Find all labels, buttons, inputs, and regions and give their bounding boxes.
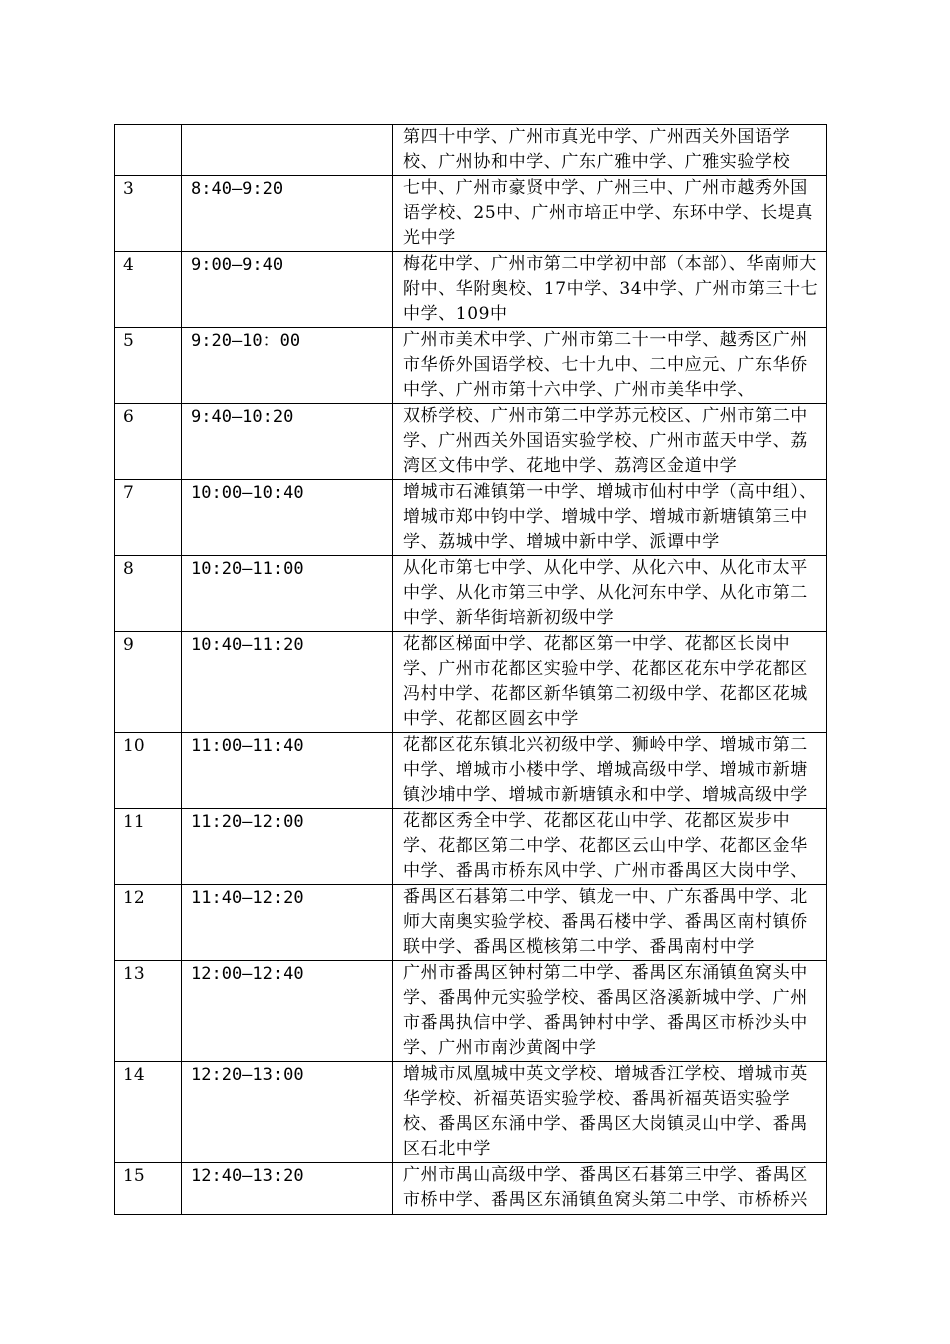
row-number-cell <box>115 1163 182 1215</box>
school-list-cell <box>393 809 827 885</box>
time-slot: 8:40—9:20 <box>191 179 284 199</box>
row-number: 8 <box>123 559 134 579</box>
time-slot: 10:20—11:00 <box>191 559 304 579</box>
time-slot-cell <box>182 252 393 328</box>
time-slot-cell <box>182 480 393 556</box>
row-number: 14 <box>123 1065 145 1085</box>
table-row <box>115 404 827 480</box>
time-slot: 12:40—13:20 <box>191 1166 304 1186</box>
row-number-cell <box>115 252 182 328</box>
time-slot: 11:00—11:40 <box>191 736 304 756</box>
time-slot-cell <box>182 733 393 809</box>
time-slot-cell <box>182 176 393 252</box>
time-slot: 9:40—10:20 <box>191 407 294 427</box>
row-number-cell <box>115 176 182 252</box>
time-slot-cell <box>182 404 393 480</box>
row-number-cell <box>115 125 182 176</box>
school-list-cell <box>393 176 827 252</box>
table-row <box>115 961 827 1062</box>
row-number-cell <box>115 404 182 480</box>
school-list: 番禺区石碁第二中学、镇龙一中、广东番禺中学、北师大南奥实验学校、番禺石楼中学、番禺区南村镇侨联中学、番禺区榄核第二中学、番禺南村中学 <box>403 887 808 957</box>
time-slot: 9:00—9:40 <box>191 255 284 275</box>
school-list-cell <box>393 1062 827 1163</box>
table-row <box>115 1163 827 1215</box>
table-row <box>115 328 827 404</box>
row-number: 6 <box>123 407 134 427</box>
time-slot-cell <box>182 961 393 1062</box>
table-row <box>115 1062 827 1163</box>
time-slot: 12:00—12:40 <box>191 964 304 984</box>
time-slot: 12:20—13:00 <box>191 1065 304 1085</box>
time-slot-cell <box>182 632 393 733</box>
table-row <box>115 176 827 252</box>
time-slot-cell <box>182 328 393 404</box>
school-list-cell <box>393 125 827 176</box>
school-list: 七中、广州市豪贤中学、广州三中、广州市越秀外国语学校、25中、广州市培正中学、东环中学、长堤真光中学 <box>403 178 814 248</box>
school-list: 增城市石滩镇第一中学、增城市仙村中学（高中组）、增城市郑中钧中学、增城中学、增城市新塘镇第三中学、荔城中学、增城中新中学、派谭中学 <box>403 482 817 552</box>
school-list: 从化市第七中学、从化中学、从化六中、从化市太平中学、从化市第三中学、从化河东中学、从化市第二中学、新华街培新初级中学 <box>403 558 808 628</box>
school-list-cell <box>393 556 827 632</box>
school-list: 花都区秀全中学、花都区花山中学、花都区炭步中学、花都区第二中学、花都区云山中学、花都区金华中学、番禺市桥东风中学、广州市番禺区大岗中学、 <box>403 811 808 881</box>
time-slot: 11:40—12:20 <box>191 888 304 908</box>
school-list-cell <box>393 480 827 556</box>
school-list-cell <box>393 961 827 1062</box>
table-row <box>115 125 827 176</box>
school-list-cell <box>393 733 827 809</box>
row-number <box>123 125 181 126</box>
school-list-cell <box>393 252 827 328</box>
time-slot-cell <box>182 1062 393 1163</box>
schedule-table-body <box>115 125 827 1215</box>
school-list-cell <box>393 1163 827 1215</box>
row-number: 3 <box>123 179 134 199</box>
row-number-cell <box>115 632 182 733</box>
time-slot-cell <box>182 556 393 632</box>
time-slot: 9:20—10：00 <box>191 331 301 351</box>
time-slot-cell <box>182 809 393 885</box>
school-list: 花都区梯面中学、花都区第一中学、花都区长岗中学、广州市花都区实验中学、花都区花东中学花都区冯村中学、花都区新华镇第二初级中学、花都区花城中学、花都区圆玄中学 <box>403 634 808 729</box>
row-number: 15 <box>123 1166 145 1186</box>
school-list: 广州市禺山高级中学、番禺区石碁第三中学、番禺区市桥中学、番禺区东涌镇鱼窝头第二中学、市桥桥兴 <box>403 1165 808 1210</box>
table-row <box>115 809 827 885</box>
time-slot <box>191 125 392 126</box>
row-number: 11 <box>123 812 145 832</box>
school-list: 广州市美术中学、广州市第二十一中学、越秀区广州市华侨外国语学校、七十九中、二中应元、广东华侨中学、广州市第十六中学、广州市美华中学、 <box>403 330 808 400</box>
school-list-cell <box>393 885 827 961</box>
school-list: 花都区花东镇北兴初级中学、狮岭中学、增城市第二中学、增城市小楼中学、增城高级中学、增城市新塘镇沙埔中学、增城市新塘镇永和中学、增城高级中学 <box>403 735 808 805</box>
row-number: 10 <box>123 736 145 756</box>
table-row <box>115 556 827 632</box>
time-slot-cell <box>182 885 393 961</box>
school-list: 增城市凤凰城中英文学校、增城香江学校、增城市英华学校、祈福英语实验学校、番禺祈福英语实验学校、番禺区东涌中学、番禺区大岗镇灵山中学、番禺区石北中学 <box>403 1064 808 1159</box>
time-slot-cell <box>182 125 393 176</box>
time-slot: 11:20—12:00 <box>191 812 304 832</box>
row-number: 5 <box>123 331 134 351</box>
row-number: 13 <box>123 964 145 984</box>
row-number-cell <box>115 961 182 1062</box>
row-number-cell <box>115 480 182 556</box>
school-list: 第四十中学、广州市真光中学、广州西关外国语学校、广州协和中学、广东广雅中学、广雅实验学校 <box>403 127 791 172</box>
school-list: 广州市番禺区钟村第二中学、番禺区东涌镇鱼窝头中学、番禺仲元实验学校、番禺区洛溪新城中学、广州市番禺执信中学、番禺钟村中学、番禺区市桥沙头中学、广州市南沙黄阁中学 <box>403 963 808 1058</box>
school-list-cell <box>393 328 827 404</box>
school-list-cell <box>393 632 827 733</box>
row-number-cell <box>115 809 182 885</box>
row-number-cell <box>115 733 182 809</box>
schedule-table <box>114 124 827 1215</box>
table-row <box>115 480 827 556</box>
row-number: 7 <box>123 483 134 503</box>
row-number: 9 <box>123 635 134 655</box>
school-list: 双桥学校、广州市第二中学苏元校区、广州市第二中学、广州西关外国语实验学校、广州市蓝天中学、荔湾区文伟中学、花地中学、荔湾区金道中学 <box>403 406 808 476</box>
table-row <box>115 733 827 809</box>
row-number-cell <box>115 556 182 632</box>
time-slot-cell <box>182 1163 393 1215</box>
row-number-cell <box>115 328 182 404</box>
school-list-cell <box>393 404 827 480</box>
time-slot: 10:40—11:20 <box>191 635 304 655</box>
row-number-cell <box>115 885 182 961</box>
row-number: 12 <box>123 888 145 908</box>
table-row <box>115 632 827 733</box>
time-slot: 10:00—10:40 <box>191 483 304 503</box>
row-number-cell <box>115 1062 182 1163</box>
row-number: 4 <box>123 255 134 275</box>
table-row <box>115 252 827 328</box>
table-row <box>115 885 827 961</box>
school-list: 梅花中学、广州市第二中学初中部（本部）、华南师大附中、华附奥校、17中学、34中学、广州市第三十七中学、109中 <box>403 254 819 324</box>
